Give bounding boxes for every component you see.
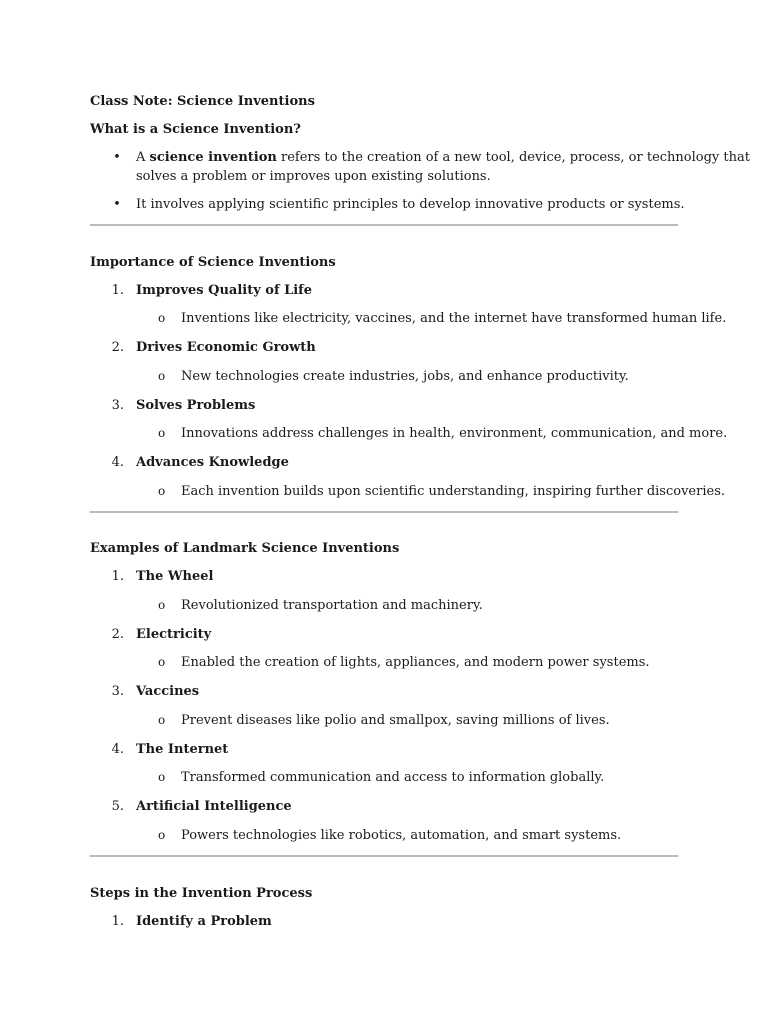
definition-prefix: A <box>136 150 150 165</box>
list-number: 1. <box>111 914 124 929</box>
definition-bullet-1-line-2: solves a problem or improves upon existing solutions. <box>136 169 491 184</box>
list-number: 5. <box>111 799 124 814</box>
example-item-detail: Prevent diseases like polio and smallpox, saving millions of lives. <box>181 713 610 728</box>
sub-bullet-icon: o <box>158 828 166 842</box>
importance-item-title: Advances Knowledge <box>136 455 289 470</box>
list-number: 2. <box>111 627 124 642</box>
importance-item-detail: Innovations address challenges in health, environment, communication, and more. <box>181 426 728 441</box>
sub-bullet-icon: o <box>158 369 166 383</box>
example-item-detail: Enabled the creation of lights, appliances, and modern power systems. <box>181 655 650 670</box>
importance-item-title: Solves Problems <box>136 398 256 413</box>
sub-bullet-icon: o <box>158 426 166 440</box>
definition-term: science invention <box>149 150 277 165</box>
example-item-detail: Powers technologies like robotics, automation, and smart systems. <box>181 828 622 843</box>
list-number: 4. <box>111 455 124 470</box>
definition-bullet-2: It involves applying scientific principles to develop innovative products or systems. <box>136 197 685 212</box>
section-divider <box>90 511 678 513</box>
section-heading-process: Steps in the Invention Process <box>90 886 313 901</box>
importance-item-detail: Inventions like electricity, vaccines, and the internet have transformed human life. <box>181 311 727 326</box>
example-item-title: The Internet <box>136 742 229 757</box>
importance-item-detail: Each invention builds upon scientific understanding, inspiring further discoveries. <box>181 484 725 499</box>
example-item-detail: Transformed communication and access to information globally. <box>181 770 605 785</box>
section-divider <box>90 224 678 226</box>
sub-bullet-icon: o <box>158 770 166 784</box>
example-item-title: Artificial Intelligence <box>136 799 292 814</box>
section-heading-examples: Examples of Landmark Science Inventions <box>90 541 400 556</box>
sub-bullet-icon: o <box>158 655 166 669</box>
list-number: 1. <box>111 569 124 584</box>
list-number: 1. <box>111 283 124 298</box>
sub-bullet-icon: o <box>158 311 166 325</box>
example-item-detail: Revolutionized transportation and machinery. <box>181 598 483 613</box>
list-number: 4. <box>111 742 124 757</box>
page-title: Class Note: Science Inventions <box>90 94 315 109</box>
example-item-title: Electricity <box>136 627 212 642</box>
section-heading-importance: Importance of Science Inventions <box>90 255 336 270</box>
section-heading-definition: What is a Science Invention? <box>90 122 301 137</box>
definition-rest: refers to the creation of a new tool, device, process, or technology that <box>276 150 750 165</box>
process-item-title: Identify a Problem <box>136 914 272 929</box>
bullet-icon: • <box>113 150 121 165</box>
list-number: 2. <box>111 340 124 355</box>
bullet-icon: • <box>113 197 121 212</box>
importance-item-title: Improves Quality of Life <box>136 283 313 298</box>
section-divider <box>90 855 678 857</box>
list-number: 3. <box>111 398 124 413</box>
example-item-title: The Wheel <box>136 569 214 584</box>
importance-item-title: Drives Economic Growth <box>136 340 316 355</box>
definition-bullet-1-line-1 <box>136 148 750 167</box>
sub-bullet-icon: o <box>158 484 166 498</box>
sub-bullet-icon: o <box>158 713 166 727</box>
importance-item-detail: New technologies create industries, jobs, and enhance productivity. <box>181 369 629 384</box>
list-number: 3. <box>111 684 124 699</box>
example-item-title: Vaccines <box>136 684 200 699</box>
sub-bullet-icon: o <box>158 598 166 612</box>
